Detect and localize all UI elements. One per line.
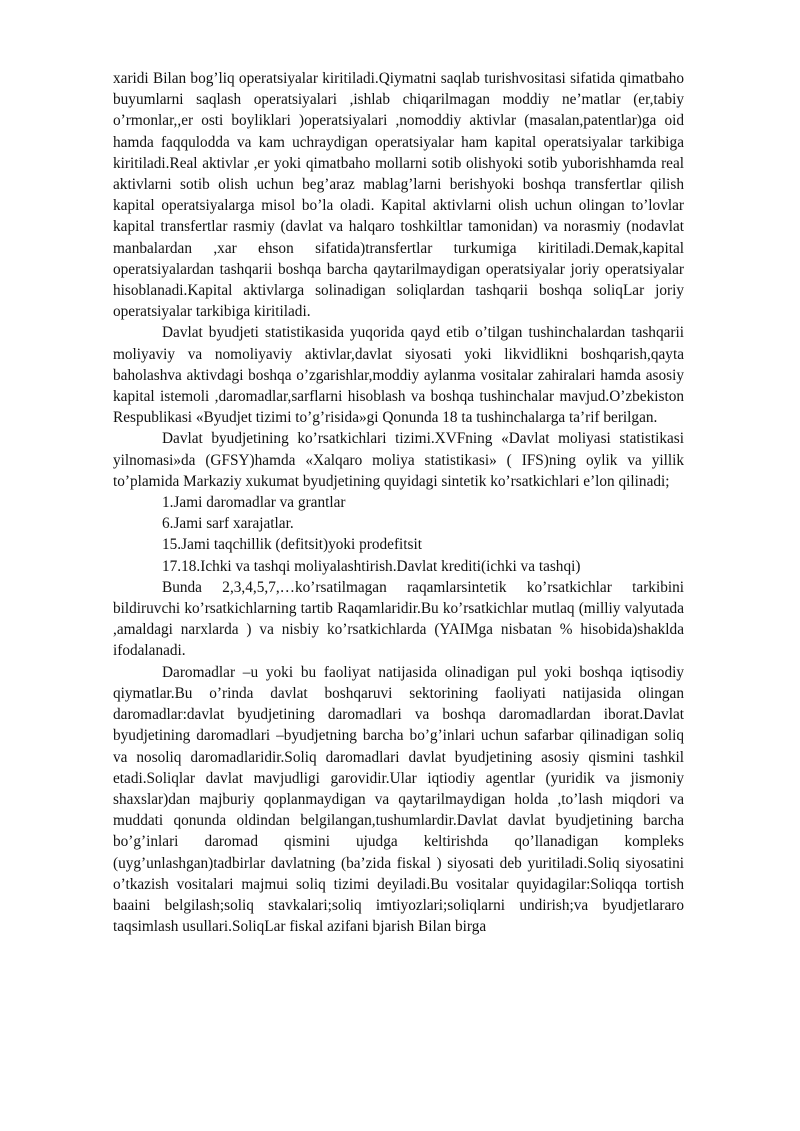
- paragraph-budget-indicators: Davlat byudjetining ko’rsatkichlari tizimi.XVFning «Davlat moliyasi statistikasi yilnomasi»da (GFSY)hamda «Xalqaro moliya statistikasi» ( IFS)ning oylik va yillik to’plamida Markaziy xukumat byudjetining quyidagi sintetik ko’rsatkichlari e’lon qilinadi;: [113, 430, 684, 490]
- list-item: 15.Jami taqchillik (defitsit)yoki prodefitsit: [162, 536, 423, 554]
- list-item: 1.Jami daromadlar va grantlar: [162, 494, 346, 512]
- paragraph-budget-statistics: Davlat byudjeti statistikasida yuqorida qayd etib o’tilgan tushinchalardan tashqarii moliyaviy va nomoliyaviy aktivlar,davlat siyosati yoki likvidlikni boshqarish,qayta baholashva aktivdagi boshqa o’zgarishlar,moddiy aylanma vositalar zahiralari hamda asosiy kapital istemoli ,daromadlar,sarflarni hisoblash va boshqa tushinchalar mavjud.O’zbekiston Respublikasi «Byudjet tizimi to’g’risida»gi Qonunda 18 ta tushinchalarga ta’rif berilgan.: [113, 324, 684, 427]
- paragraph-indicator-numbers: Bunda 2,3,4,5,7,…ko’rsatilmagan raqamlarsintetik ko’rsatkichlar tarkibini bildiruvchi ko’rsatkichlarning tartib Raqamlaridir.Bu ko’rsatkichlar mutlaq (milliy valyutada ,amaldagi narxlarda ) va nisbiy ko’rsatkichlarda (YAIMga nisbatan % hisobida)shaklda ifodalanadi.: [113, 578, 684, 660]
- document-page: [113, 68, 684, 937]
- paragraph-revenues: Daromadlar –u yoki bu faoliyat natijasida olinadigan pul yoki boshqa iqtisodiy qiymatlar.Bu o’rinda davlat boshqaruvi sektorining faoliyati natijasida olingan daromadlar:davlat byudjetining daromadlari va boshqa daromadlardan iborat.Davlat byudjetining daromadlari –byudjetning barcha bo’g’inlari uchun safarbar qilinadigan soliq va nosoliq daromadlaridir.Soliq daromadlari davlat byudjetining asosiy qismini tashkil etadi.Soliqlar davlat mavjudligi garovidir.Ular iqtiodiy agentlar (yuridik va jismoniy shaxslar)dan majburiy qoplanmaydigan va qaytarilmaydigan holda ,to’lash miqdori va muddati qonunda oldindan belgilangan,tushumlardir.Davlat davlat byudjetining barcha bo’g’inlari daromad qismini ujudga keltirishda qo’llanadigan kompleks (uyg’unlashgan)tadbirlar davlatning (ba’zida fiskal ) siyosati deb yuritiladi.Soliq siyosatini o’tkazish vositalari majmui soliq tizimi deyiladi.Bu vositalar quyidagilar:Soliqqa tortish baaini belgilash;soliq stavkalari;soliq imtiyozlari;soliqlarni undirish;va byudjetlararo taqsimlash usullari.SoliqLar fiskal azifani bjarish Bilan birga: [113, 663, 684, 936]
- paragraph-capital-operations: xaridi Bilan bog’liq operatsiyalar kiritiladi.Qiymatni saqlab turishvositasi sifatida qimatbaho buyumlarni saqlash operatsiyalari ,ishlab chiqarilmagan moddiy ne’matlar (er,tabiy o’rmonlar,,er osti boyliklari )operatsiyalari ,nomoddiy aktivlar (masalan,patentlar)ga oid hamda faqqulodda va kam uchraydigan operatsiyalar ham kapital operatsiyalar tarkibiga kiritiladi.Real aktivlar ,er yoki qimatbaho mollarni sotib olishyoki sotib yuborishhamda real aktivlarni sotib olish uchun beg’araz mablag’larni berishyoki boshqa transfertlar qilish kapital operatsiyalarga misol bo’la oladi. Kapital aktivlarni olish uchun olingan to’lovlar kapital transfertlar rasmiy (davlat va halqaro toshkiltlar tamonidan) va norasmiy (nodavlat manbalardan ,xar ehson sifatida)transfertlar turkumiga kiritiladi.Demak,kapital operatsiyalardan tashqarii boshqa barcha qaytarilmaydigan operatsiyalar joriy operatsiyalar hisoblanadi.Kapital aktivlarga solinadigan soliqlardan tashqarii boshqa soliqLar joriy operatsiyalar tarkibiga kiritiladi.: [113, 70, 684, 321]
- list-item: 6.Jami sarf xarajatlar.: [162, 515, 294, 533]
- list-item: 17.18.Ichki va tashqi moliyalashtirish.Davlat krediti(ichki va tashqi): [162, 557, 581, 575]
